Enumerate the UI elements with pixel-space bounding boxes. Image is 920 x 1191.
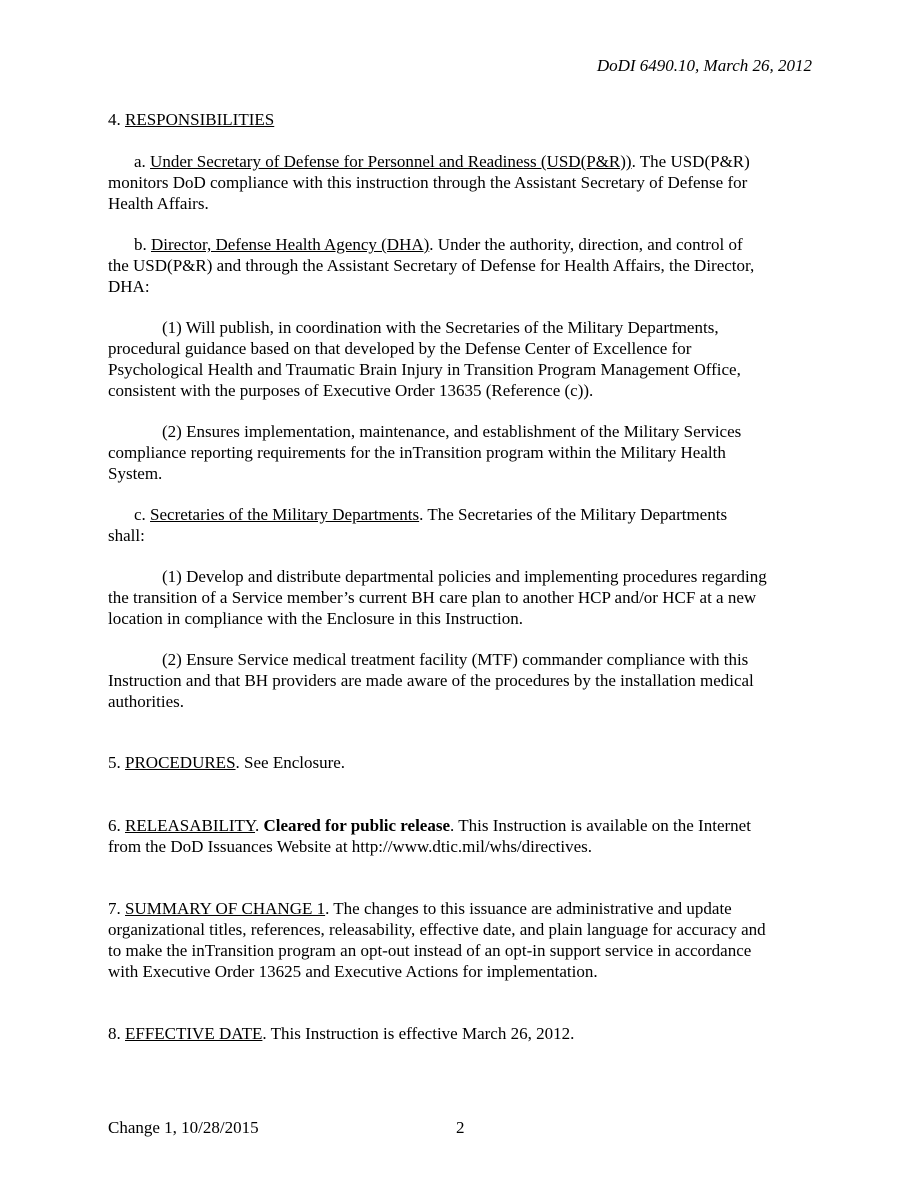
- para-text: . Under the authority, direction, and control of: [429, 235, 743, 254]
- section-sep: .: [255, 816, 264, 835]
- para-4c2-line: authorities.: [108, 692, 185, 711]
- para-4b1-line: consistent with the purposes of Executive Order 13635 (Reference (c)).: [108, 381, 594, 400]
- para-4b-line: the USD(P&R) and through the Assistant Secretary of Defense for Health Affairs, the Director,: [108, 256, 755, 275]
- para-text: . The USD(P&R): [631, 152, 750, 171]
- section-title: SUMMARY OF CHANGE 1: [125, 899, 326, 918]
- para-prefix: a.: [134, 152, 151, 171]
- para-text: . The Secretaries of the Military Departments: [419, 505, 728, 524]
- para-title: Director, Defense Health Agency (DHA): [151, 235, 430, 254]
- section-text: . This Instruction is available on the Internet: [450, 816, 751, 835]
- para-4b2-line: System.: [108, 464, 163, 483]
- para-4c1-line: (1) Develop and distribute departmental policies and implementing procedures regarding: [162, 567, 767, 586]
- release-statement: Cleared for public release: [263, 816, 451, 835]
- section-number: 6.: [108, 816, 125, 835]
- para-4b2-line: compliance reporting requirements for the inTransition program within the Military Health: [108, 443, 726, 462]
- section-7-line: to make the inTransition program an opt-out instead of an opt-in support service in accordance: [108, 941, 752, 960]
- para-4c1-line: the transition of a Service member’s current BH care plan to another HCP and/or HCF at a new: [108, 588, 757, 607]
- section-title: EFFECTIVE DATE: [125, 1024, 263, 1043]
- section-text: . See Enclosure.: [235, 753, 346, 772]
- para-4a-line: Health Affairs.: [108, 194, 209, 213]
- para-4c1-line: location in compliance with the Enclosure in this Instruction.: [108, 609, 523, 628]
- section-4-heading: [108, 109, 274, 130]
- para-4b-line: [134, 234, 743, 255]
- page-number: 2: [456, 1118, 465, 1137]
- para-4b-line: DHA:: [108, 277, 150, 296]
- para-4a-line: [134, 151, 750, 172]
- section-8-heading: [108, 1023, 574, 1044]
- para-4c2-line: (2) Ensure Service medical treatment facility (MTF) commander compliance with this: [162, 650, 749, 669]
- section-number: 4.: [108, 110, 125, 129]
- section-title: RELEASABILITY: [125, 816, 256, 835]
- para-prefix: c.: [134, 505, 151, 524]
- para-4b1-line: (1) Will publish, in coordination with the Secretaries of the Military Departments,: [162, 318, 719, 337]
- section-6-line: from the DoD Issuances Website at http://www.dtic.mil/whs/directives.: [108, 837, 592, 856]
- para-title: Secretaries of the Military Departments: [150, 505, 420, 524]
- section-7-line: with Executive Order 13625 and Executive Actions for implementation.: [108, 962, 598, 981]
- section-5-heading: [108, 752, 345, 773]
- para-4c2-line: Instruction and that BH providers are made aware of the procedures by the installation medical: [108, 671, 754, 690]
- section-7-line: organizational titles, references, releasability, effective date, and plain language for accuracy and: [108, 920, 766, 939]
- change-footer: Change 1, 10/28/2015: [108, 1118, 259, 1137]
- section-title: PROCEDURES: [125, 753, 236, 772]
- section-number: 5.: [108, 753, 125, 772]
- section-title: RESPONSIBILITIES: [125, 110, 275, 129]
- para-prefix: b.: [134, 235, 151, 254]
- para-4b1-line: procedural guidance based on that developed by the Defense Center of Excellence for: [108, 339, 692, 358]
- section-text: . This Instruction is effective March 26, 2012.: [262, 1024, 575, 1043]
- section-6-heading: [108, 815, 751, 836]
- section-number: 8.: [108, 1024, 125, 1043]
- doc-reference-header: DoDI 6490.10, March 26, 2012: [596, 56, 812, 75]
- para-4a-line: monitors DoD compliance with this instruction through the Assistant Secretary of Defense for: [108, 173, 748, 192]
- section-number: 7.: [108, 899, 125, 918]
- para-4b2-line: (2) Ensures implementation, maintenance, and establishment of the Military Services: [162, 422, 742, 441]
- para-title: Under Secretary of Defense for Personnel and Readiness (USD(P&R)): [150, 152, 632, 171]
- para-4b1-line: Psychological Health and Traumatic Brain Injury in Transition Program Management Office,: [108, 360, 741, 379]
- section-text: . The changes to this issuance are administrative and update: [325, 899, 732, 918]
- para-4c-line: shall:: [108, 526, 145, 545]
- para-4c-line: [134, 504, 727, 525]
- section-7-heading: [108, 898, 732, 919]
